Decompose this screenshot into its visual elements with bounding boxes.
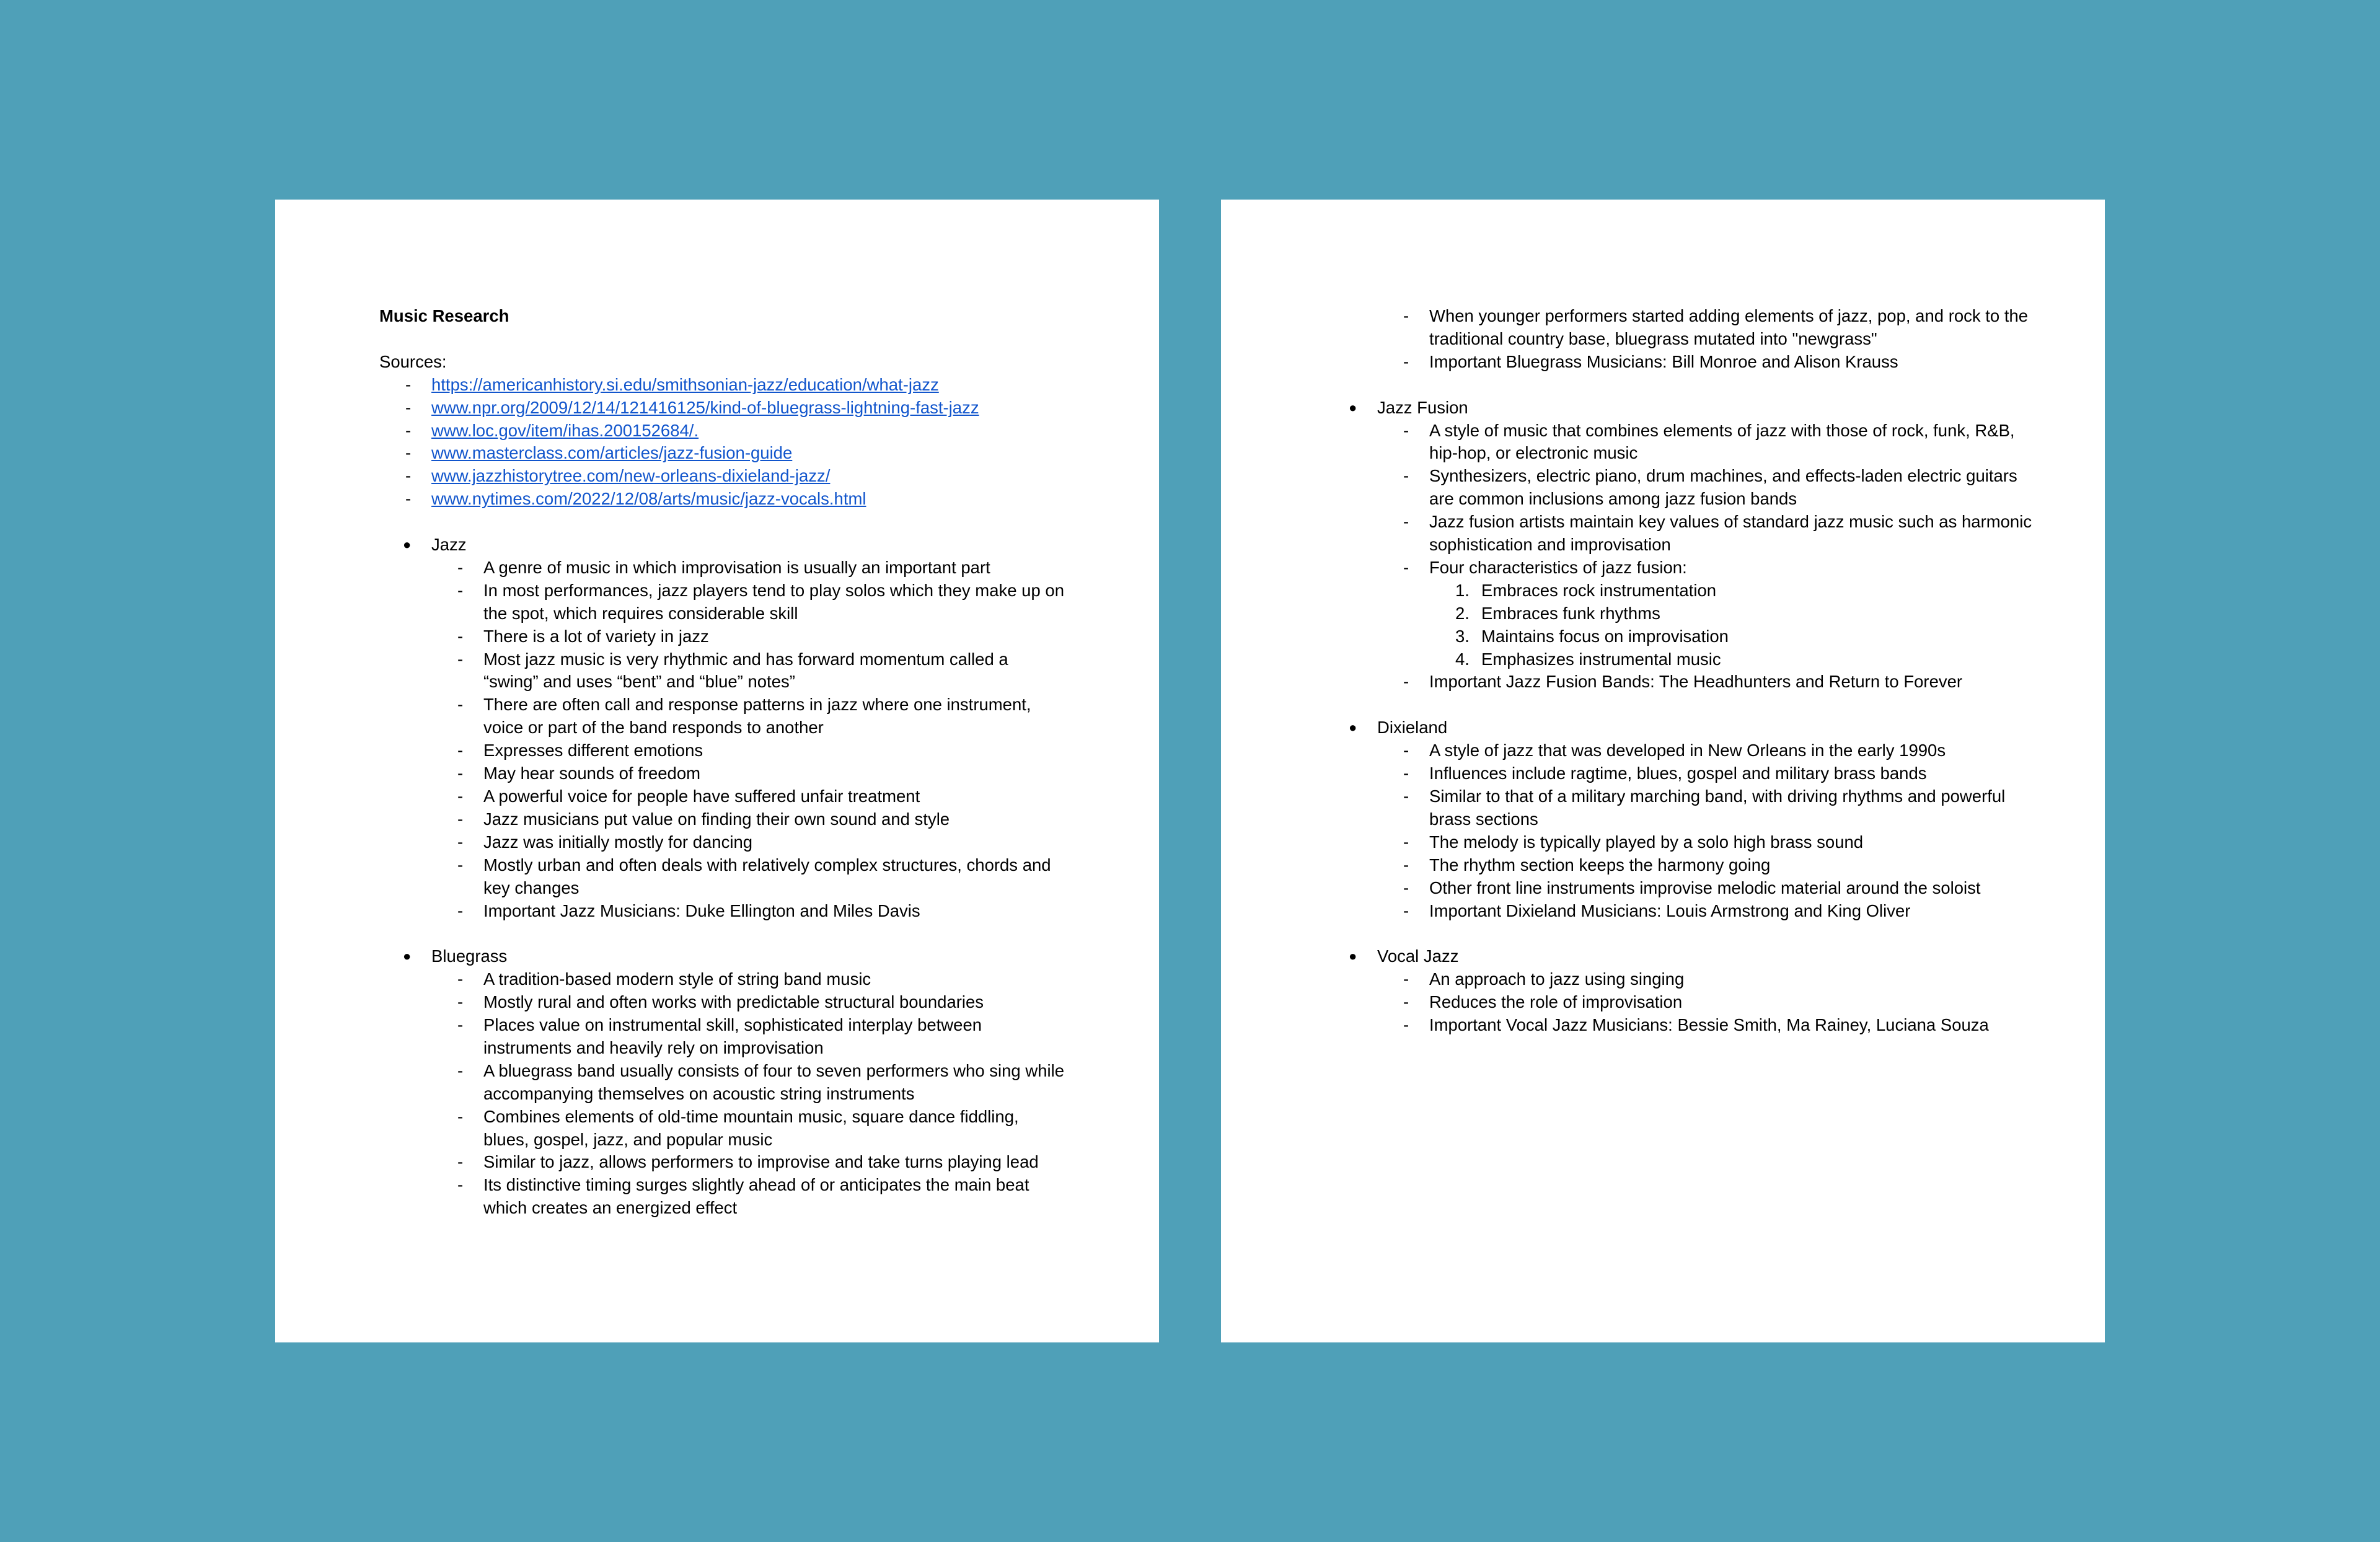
item-text: Embraces funk rhythms — [1481, 603, 1660, 623]
document-page-2 — [1221, 200, 2105, 1342]
characteristics-label: Four characteristics of jazz fusion: — [1429, 557, 1687, 577]
section-heading: Jazz — [431, 535, 467, 555]
list-item: - Important Vocal Jazz Musicians: Bessie Smith, Ma Rainey, Luciana Souza — [1377, 1014, 2043, 1037]
item-number: 3. — [1455, 626, 1470, 646]
page-2-content — [1325, 305, 2043, 1037]
bullet-icon: ● — [1349, 948, 1357, 964]
list-item: - Jazz was initially mostly for dancing — [431, 831, 1066, 854]
section-heading: Dixieland — [1377, 718, 1448, 738]
list-item: - Mostly urban and often deals with relatively complex structures, chords and key changes — [431, 854, 1066, 900]
bluegrass-continued-items — [1377, 305, 2043, 374]
list-item: - Jazz musicians put value on finding their own sound and style — [431, 808, 1066, 831]
list-item: - A genre of music in which improvisation is usually an important part — [431, 557, 1066, 579]
section-jazz-fusion — [1325, 397, 2043, 694]
list-item: - When younger performers started adding elements of jazz, pop, and rock to the traditional country base, bluegrass mutated into "newgrass" — [1377, 305, 2043, 351]
source-item — [379, 374, 1066, 397]
bullet-icon: ● — [1349, 399, 1357, 415]
list-item: - Other front line instruments improvise melodic material around the soloist — [1377, 877, 2043, 900]
sources-label: Sources: — [379, 351, 447, 371]
item-text: Embraces rock instrumentation — [1481, 580, 1717, 600]
list-item: - Synthesizers, electric piano, drum machines, and effects-laden electric guitars are common inclusions among jazz fusion bands — [1377, 465, 2043, 511]
item-text: Maintains focus on improvisation — [1481, 626, 1729, 646]
list-item: - Combines elements of old-time mountain music, square dance fiddling, blues, gospel, jazz, and popular music — [431, 1106, 1066, 1152]
numbered-item — [1429, 602, 2043, 625]
section-bluegrass — [379, 945, 1066, 1220]
jazz-items — [431, 557, 1066, 923]
vocal-jazz-items — [1377, 968, 2043, 1037]
list-item: - Important Bluegrass Musicians: Bill Monroe and Alison Krauss — [1377, 351, 2043, 374]
source-item — [379, 397, 1066, 420]
list-item: - Places value on instrumental skill, sophisticated interplay between instruments and heavily rely on improvisation — [431, 1014, 1066, 1060]
list-item: - In most performances, jazz players tend to play solos which they make up on the spot, which requires considerable skill — [431, 579, 1066, 625]
source-item — [379, 465, 1066, 488]
section-vocal-jazz — [1325, 945, 2043, 1037]
list-item: - Similar to jazz, allows performers to improvise and take turns playing lead — [431, 1151, 1066, 1174]
numbered-item — [1429, 648, 2043, 671]
source-link[interactable]: www.nytimes.com/2022/12/08/arts/music/jazz-vocals.html — [431, 489, 866, 509]
list-item: - A powerful voice for people have suffered unfair treatment — [431, 785, 1066, 808]
list-item: - Important Jazz Musicians: Duke Ellington and Miles Davis — [431, 900, 1066, 923]
source-link[interactable]: www.masterclass.com/articles/jazz-fusion-guide — [431, 443, 793, 463]
document-page-1 — [275, 200, 1159, 1342]
numbered-item — [1429, 625, 2043, 648]
source-link[interactable]: www.jazzhistorytree.com/new-orleans-dixieland-jazz/ — [431, 466, 831, 486]
source-link[interactable]: www.loc.gov/item/ihas.200152684/. — [431, 420, 699, 440]
item-number: 2. — [1455, 603, 1470, 623]
list-item: - Influences include ragtime, blues, gospel and military brass bands — [1377, 762, 2043, 785]
list-item: - An approach to jazz using singing — [1377, 968, 2043, 991]
list-item: - Similar to that of a military marching band, with driving rhythms and powerful brass sections — [1377, 785, 2043, 831]
source-link[interactable]: www.npr.org/2009/12/14/121416125/kind-of-bluegrass-lightning-fast-jazz — [431, 397, 979, 417]
section-heading: Jazz Fusion — [1377, 397, 1468, 417]
list-item: - Its distinctive timing surges slightly ahead of or anticipates the main beat which creates an energized effect — [431, 1174, 1066, 1220]
item-number: 1. — [1455, 580, 1470, 600]
list-item: - Reduces the role of improvisation — [1377, 991, 2043, 1014]
characteristics-list — [1429, 579, 2043, 671]
page-1-content — [379, 305, 1066, 1220]
list-item: - A tradition-based modern style of string band music — [431, 968, 1066, 991]
list-item: - There are often call and response patterns in jazz where one instrument, voice or part of the band responds to another — [431, 694, 1066, 739]
list-item: - Most jazz music is very rhythmic and has forward momentum called a “swing” and uses “bent” and “blue” notes” — [431, 648, 1066, 694]
dixieland-items — [1377, 739, 2043, 922]
list-item: - A style of jazz that was developed in New Orleans in the early 1990s — [1377, 739, 2043, 762]
list-item: - Important Jazz Fusion Bands: The Headhunters and Return to Forever — [1377, 671, 2043, 694]
item-number: 4. — [1455, 649, 1470, 669]
bullet-icon: ● — [403, 948, 412, 964]
item-text: Emphasizes instrumental music — [1481, 649, 1721, 669]
bullet-icon: ● — [403, 537, 412, 553]
source-item — [379, 442, 1066, 465]
source-item — [379, 420, 1066, 443]
bluegrass-items — [431, 968, 1066, 1220]
list-item: - The rhythm section keeps the harmony going — [1377, 854, 2043, 877]
list-item: - Expresses different emotions — [431, 739, 1066, 762]
list-item: - There is a lot of variety in jazz — [431, 625, 1066, 648]
section-jazz — [379, 534, 1066, 922]
list-item — [1377, 557, 2043, 671]
list-item: - May hear sounds of freedom — [431, 762, 1066, 785]
list-item: - A style of music that combines elements of jazz with those of rock, funk, R&B, hip-hop, or electronic music — [1377, 420, 2043, 465]
list-item: - The melody is typically played by a solo high brass sound — [1377, 831, 2043, 854]
jazz-fusion-items — [1377, 420, 2043, 694]
section-heading: Bluegrass — [431, 946, 508, 966]
list-item: - Mostly rural and often works with predictable structural boundaries — [431, 991, 1066, 1014]
section-dixieland — [1325, 716, 2043, 922]
list-item: - A bluegrass band usually consists of four to seven performers who sing while accompanying themselves on acoustic string instruments — [431, 1060, 1066, 1106]
sources-list — [379, 374, 1066, 511]
source-link[interactable]: https://americanhistory.si.edu/smithsonian-jazz/education/what-jazz — [431, 374, 939, 394]
section-heading: Vocal Jazz — [1377, 946, 1459, 966]
bullet-icon: ● — [1349, 720, 1357, 736]
document-title: Music Research — [379, 306, 509, 325]
source-item — [379, 488, 1066, 511]
list-item: - Important Dixieland Musicians: Louis Armstrong and King Oliver — [1377, 900, 2043, 923]
list-item: - Jazz fusion artists maintain key values of standard jazz music such as harmonic sophistication and improvisation — [1377, 511, 2043, 557]
numbered-item — [1429, 579, 2043, 602]
